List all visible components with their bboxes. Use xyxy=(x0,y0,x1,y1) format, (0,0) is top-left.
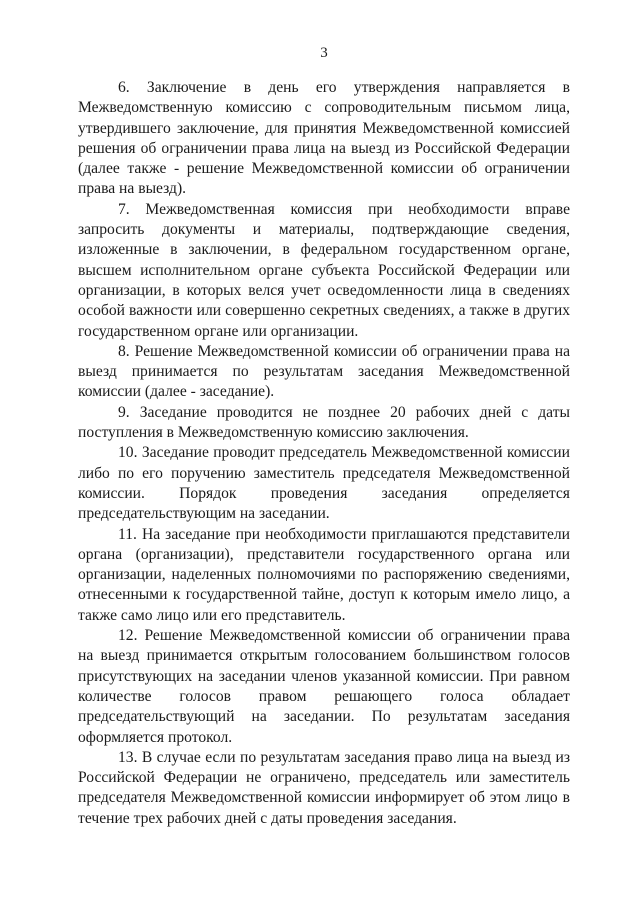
paragraph-13: 13. В случае если по результатам заседания право лица на выезд из Российской Федерации не ограничено, председатель или заместитель председателя Межведомственной комиссии информирует об этом лицо в течение трех рабочих дней с даты проведения заседания. xyxy=(78,748,570,827)
paragraph-10: 10. Заседание проводит председатель Межведомственной комиссии либо по его поручению заместитель председателя Межведомственной комиссии. Порядок проведения заседания определяется председательствующим на заседании. xyxy=(78,444,570,523)
page-number: 3 xyxy=(320,45,328,61)
paragraph-12: 12. Решение Межведомственной комиссии об ограничении права на выезд принимается открытым голосованием большинством голосов присутствующих на заседании членов указанной комиссии. При равном количестве голосов правом решающего голоса обладает председательствующий на заседании. По результатам заседания оформляется протокол. xyxy=(78,627,570,746)
document-body xyxy=(78,78,570,829)
paragraph-6: 6. Заключение в день его утверждения направляется в Межведомственную комиссию с сопроводительным письмом лица, утвердившего заключение, для принятия Межведомственной комиссией решения об ограничении права лица на выезд из Российской Федерации (далее также - решение Межведомственной комиссии об ограничении права на выезд). xyxy=(78,79,570,198)
paragraph-11: 11. На заседание при необходимости приглашаются представители органа (организации), представители государственного органа или организации, наделенных полномочиями по распоряжению сведениями, отнесенными к государственной тайне, доступ к которым имело лицо, а также само лицо или его представитель. xyxy=(78,525,570,624)
paragraph-7: 7. Межведомственная комиссия при необходимости вправе запросить документы и материалы, подтверждающие сведения, изложенные в заключении, в федеральном государственном органе, высшем исполнительном органе субъекта Российской Федерации или организации, в которых велся учет осведомленности лица в сведениях особой важности или совершенно секретных сведениях, а также в других государственном органе или организации. xyxy=(78,200,570,340)
paragraph-9: 9. Заседание проводится не позднее 20 рабочих дней с даты поступления в Межведомственную комиссию заключения. xyxy=(78,403,570,442)
paragraph-8: 8. Решение Межведомственной комиссии об ограничении права на выезд принимается по результатам заседания Межведомственной комиссии (далее - заседание). xyxy=(78,342,570,401)
